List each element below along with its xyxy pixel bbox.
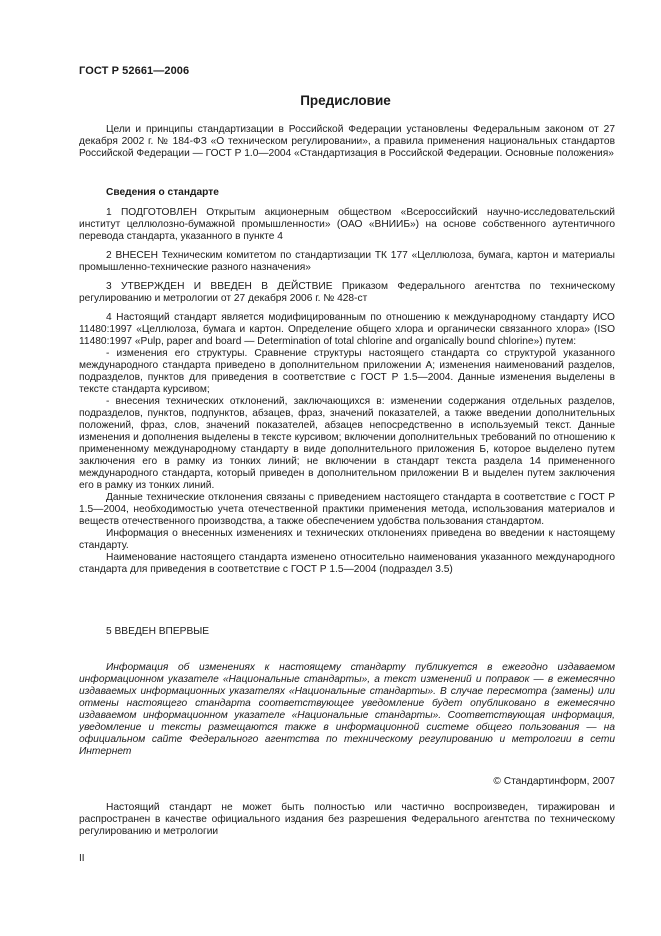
- item-5: 5 ВВЕДЕН ВПЕРВЫЕ: [106, 626, 210, 637]
- item-3: 3 УТВЕРЖДЕН И ВВЕДЕН В ДЕЙСТВИЕ Приказом Федерального агентства по техническому регулированию и метрологии от 27 декабря 2006 г. № 428-ст: [79, 281, 615, 304]
- page-title: Предисловие: [300, 93, 391, 108]
- notice-block: [79, 662, 615, 758]
- section-heading-block: [79, 187, 615, 199]
- item-4-structure: - изменения его структуры. Сравнение структуры настоящего стандарта со структурой указанного международного стандарта приведено в дополнительном приложении А; изменения наименований разделов, подразделов, пунктов для приведения в соответствие с ГОСТ Р 1.5—2004. Данные изменения выделены в тексте стандарта курсивом;: [79, 348, 615, 395]
- item-3-block: [79, 281, 615, 305]
- item-1-block: [79, 207, 615, 243]
- item-5-block: [79, 626, 615, 638]
- item-4-info: Информация о внесенных изменениях и технических отклонениях приведена во введении к настоящему стандарту.: [79, 528, 615, 551]
- rights-text: Настоящий стандарт не может быть полностью или частично воспроизведен, тиражирован и распространен в качестве официального издания без разрешения Федерального агентства по техническому регулированию и метрологии: [79, 802, 615, 837]
- item-4: 4 Настоящий стандарт является модифицированным по отношению к международному стандарту ИСО 11480:1997 «Целлюлоза, бумага и картон. Определение общего хлора и органически связанного хлора» (ISO 11480:1997 «Pulp, paper and board — Determination of total chlorine and organically bound chlorine») путем:: [79, 312, 615, 347]
- item-1: 1 ПОДГОТОВЛЕН Открытым акционерным обществом «Всероссийский научно-исследовательский институт целлюлозно-бумажной промышленности» (ОАО «ВНИИБ») на основе собственного аутентичного перевода стандарта, указанного в пункте 4: [79, 207, 615, 242]
- item-4-deviations: - внесения технических отклонений, заключающихся в: изменении содержания отдельных разделов, подразделов, пунктов, подпунктов, абзацев, фраз, значений показателей, а также введении дополнительных положений, фраз, слов, значений показателей, абзацев непосредственно в используемый текст. Данные изменения и дополнения выделены в тексте курсивом; включении дополнительных требований по отношению к примененному международному стандарту в виде дополнительного приложения Б, которое выделено путем заключения его в рамку из тонких линий; не включении в стандарт текста раздела 14 примененного международного стандарта, который приведен в дополнительном приложении В и выделен путем заключения его в рамку из тонких линий.: [79, 396, 615, 491]
- page-number: II: [79, 853, 85, 864]
- rights-block: [79, 802, 615, 838]
- intro-text: Цели и принципы стандартизации в Российской Федерации установлены Федеральным законом от 27 декабря 2002 г. № 184-ФЗ «О техническом регулировании», а правила применения национальных стандартов Российской Федерации — ГОСТ Р 1.0—2004 «Стандартизация в Российской Федерации. Основные положения»: [79, 124, 615, 159]
- notice-text: Информация об изменениях к настоящему стандарту публикуется в ежегодно издаваемом информационном указателе «Национальные стандарты», а текст изменений и поправок — в ежемесячно издаваемых информационных указателях «Национальные стандарты». В случае пересмотра (замены) или отмены настоящего стандарта соответствующее уведомление будет опубликовано в ежемесячно издаваемом информационном указателе «Национальные стандарты». Соответствующая информация, уведомление и тексты размещаются также в информационной системе общего пользования — на официальном сайте Федерального агентства по техническому регулированию и метрологии в сети Интернет: [79, 662, 615, 757]
- item-2: 2 ВНЕСЕН Техническим комитетом по стандартизации ТК 177 «Целлюлоза, бумага, картон и материалы промышленно-технические разного назначения»: [79, 250, 615, 273]
- item-2-block: [79, 250, 615, 274]
- document-id-header: ГОСТ Р 52661—2006: [79, 65, 190, 77]
- intro-paragraph: [79, 124, 615, 160]
- item-4-block: [79, 312, 615, 576]
- section-heading: Сведения о стандарте: [106, 187, 219, 198]
- item-4-name: Наименование настоящего стандарта изменено относительно наименования указанного международного стандарта для приведения в соответствие с ГОСТ Р 1.5—2004 (подраздел 3.5): [79, 552, 615, 575]
- copyright: © Стандартинформ, 2007: [493, 776, 615, 787]
- item-4-deviations-reason: Данные технические отклонения связаны с приведением настоящего стандарта в соответствие с ГОСТ Р 1.5—2004, необходимостью учета отечественной практики применения метода, использования материалов и веществ отечественного производства, а также обеспечением удобства пользования стандартом.: [79, 492, 615, 527]
